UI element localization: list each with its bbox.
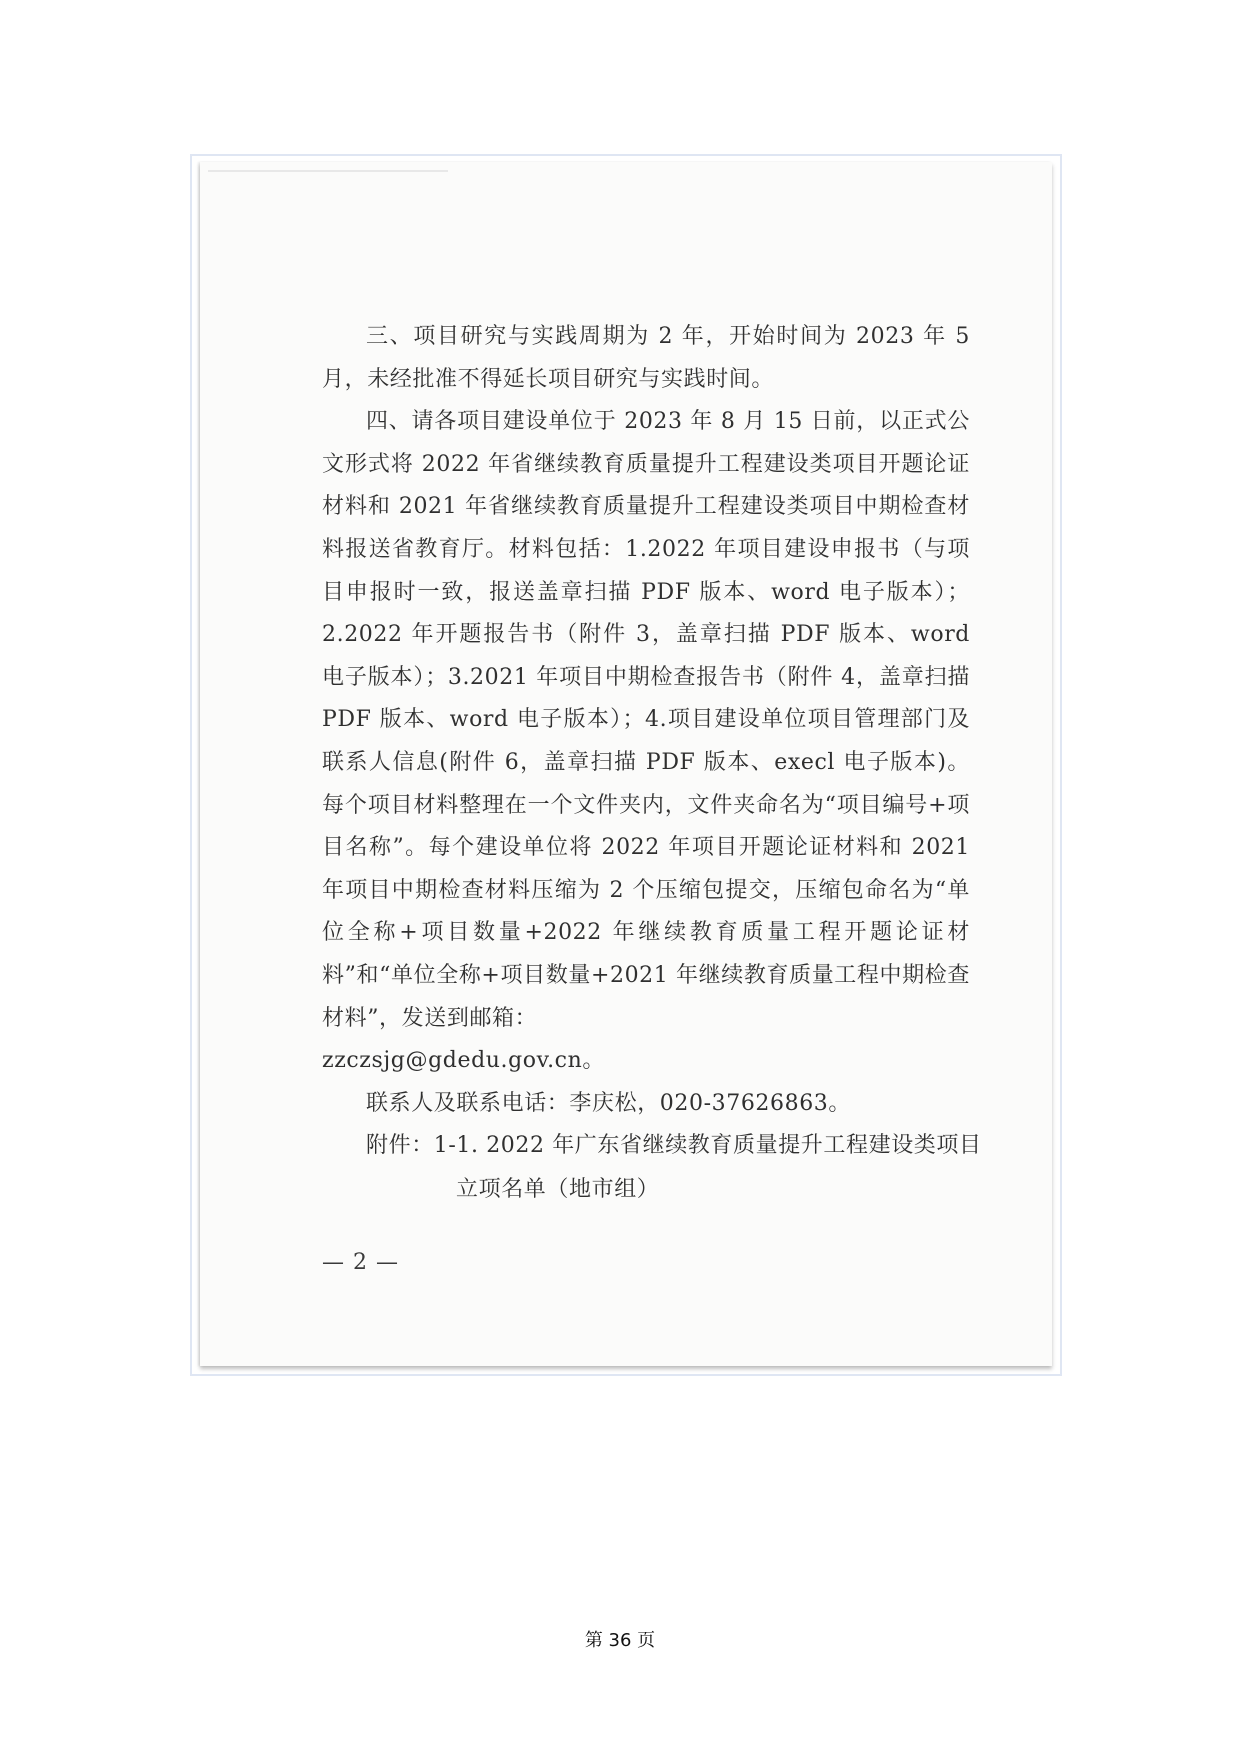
page-footer-number: 第 36 页	[584, 1630, 656, 1651]
inner-page-number: — 2 —	[322, 1250, 399, 1275]
scanned-page	[200, 162, 1052, 1366]
contact-info: 联系人及联系电话：李庆松，020-37626863。	[366, 1090, 852, 1116]
paragraph-submission-requirements: 四、请各项目建设单位于 2023 年 8 月 15 日前，以正式公文形式将 2022 年省继续教育质量提升工程建设类项目开题论证材料和 2021 年省继续教育质量提升工程建设类项目中期检查材料报送省教育厅。材料包括：1.2022 年项目建设申报书（与项目申报时一致，报送盖章扫描 PDF 版本、word 电子版本）；2.2022 年开题报告书（附件 3，盖章扫描 PDF 版本、word 电子版本）；3.2021 年项目中期检查报告书（附件 4，盖章扫描 PDF 版本、word 电子版本）；4.项目建设单位项目管理部门及联系人信息(附件 6，盖章扫描 PDF 版本、execl 电子版本)。每个项目材料整理在一个文件夹内，文件夹命名为“项目编号+项目名称”。每个建设单位将 2022 年项目开题论证材料和 2021 年项目中期检查材料压缩为 2 个压缩包提交，压缩包命名为“单位全称+项目数量+2022 年继续教育质量工程开题论证材料”和“单位全称+项目数量+2021 年继续教育质量工程中期检查材料”，发送到邮箱：	[322, 409, 970, 1031]
attachment-item-subtitle: 立项名单（地市组）	[456, 1177, 660, 1202]
email-address: zzczsjg@gdedu.gov.cn。	[322, 1048, 605, 1074]
paragraph-project-period: 三、项目研究与实践周期为 2 年，开始时间为 2023 年 5 月，未经批准不得延长项目研究与实践时间。	[322, 324, 970, 392]
attachment-item-title: 附件：1-1. 2022 年广东省继续教育质量提升工程建设类项目	[366, 1133, 982, 1158]
scan-edge-mark	[208, 170, 448, 172]
scanned-page-frame	[190, 154, 1062, 1376]
attachment-list	[322, 1124, 982, 1212]
document-body	[322, 316, 970, 1125]
